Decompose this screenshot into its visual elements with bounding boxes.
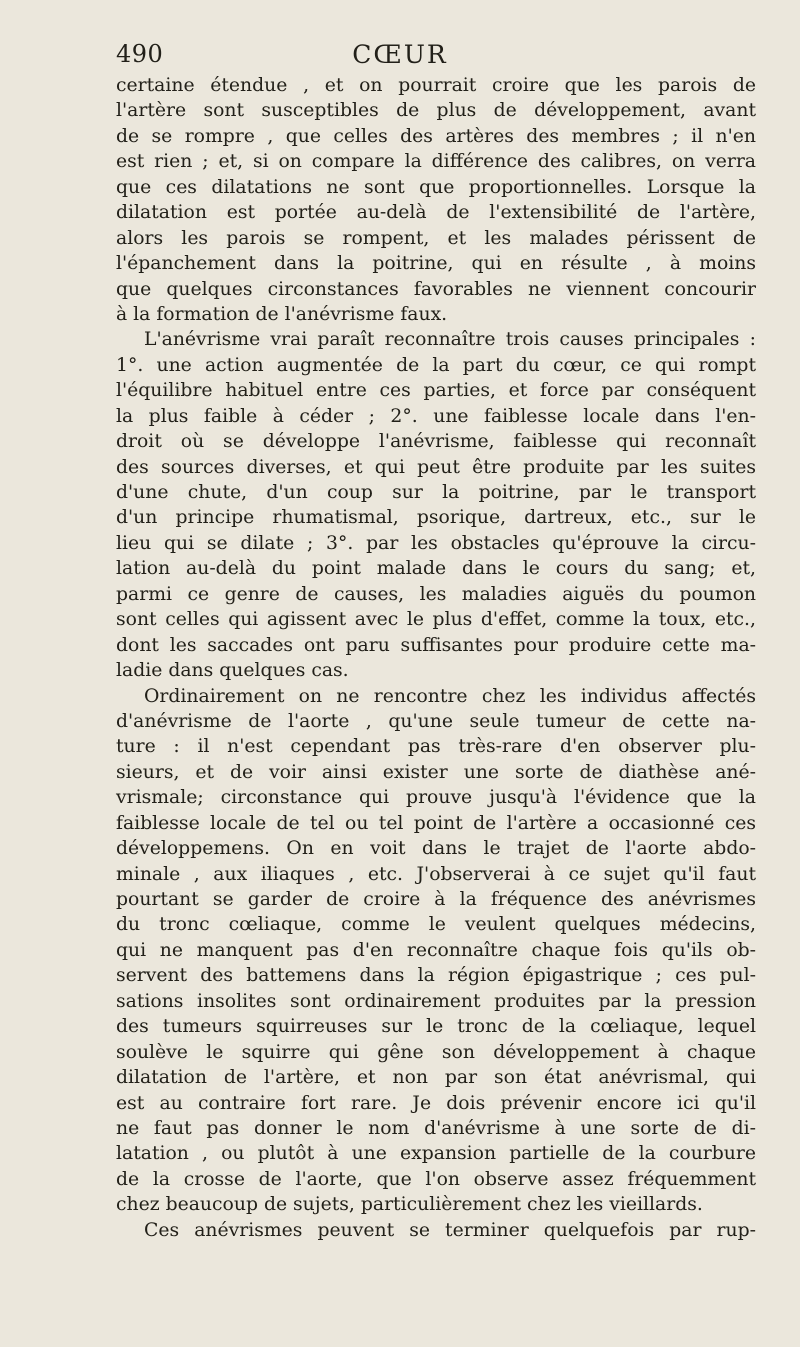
text-line: à la formation de l'anévrisme faux.	[116, 303, 448, 325]
text-line: pourtant se garder de croire à la fréquence des anévrismes	[116, 889, 756, 910]
text-line: soulève le squirre qui gêne son développement à chaque	[116, 1041, 756, 1063]
text-line: de la crosse de l'aorte, que l'on observe assez fréquemment	[116, 1168, 756, 1190]
text-line: alors les parois se rompent, et les malades périssent de	[116, 227, 756, 249]
text-line: est au contraire fort rare. Je dois prévenir encore ici qu'il	[116, 1092, 756, 1114]
text-line: servent des battemens dans la région épigastrique ; ces pul-	[116, 965, 756, 987]
text-line: vrismale; circonstance qui prouve jusqu'à l'évidence que la	[116, 787, 756, 809]
running-title: CŒUR	[352, 40, 448, 69]
text-line: l'artère sont susceptibles de plus de développement, avant	[116, 100, 756, 122]
text-line: L'anévrisme vrai paraît reconnaître trois causes principales :	[144, 329, 756, 351]
text-line: faiblesse locale de tel ou tel point de l'artère a occasionné ces	[116, 812, 756, 834]
text-line: dilatation est portée au-delà de l'extensibilité de l'artère,	[116, 202, 756, 224]
text-line: ne faut pas donner le nom d'anévrisme à une sorte de di-	[116, 1117, 756, 1139]
text-line: Ces anévrismes peuvent se terminer quelquefois par rup-	[144, 1219, 756, 1241]
text-line: ladie dans quelques cas.	[116, 660, 349, 682]
text-line: de se rompre , que celles des artères des membres ; il n'en	[116, 125, 756, 147]
text-line: que ces dilatations ne sont que proportionnelles. Lorsque la	[116, 176, 756, 198]
paragraph-3	[116, 684, 756, 1218]
text-line: minale , aux iliaques , etc. J'observerai à ce sujet qu'il faut	[116, 863, 756, 885]
text-line: 1°. une action augmentée de la part du cœur, ce qui rompt	[116, 354, 756, 376]
text-line: sont celles qui agissent avec le plus d'effet, comme la toux, etc.,	[116, 609, 756, 631]
text-line: certaine étendue , et on pourrait croire que les parois de	[116, 75, 756, 96]
text-line: la plus faible à céder ; 2°. une faiblesse locale dans l'en-	[116, 405, 756, 427]
text-line: sations insolites sont ordinairement produites par la pression	[116, 990, 756, 1012]
text-line: sieurs, et de voir ainsi exister une sorte de diathèse ané-	[116, 761, 756, 783]
page-number: 490	[116, 40, 164, 68]
paragraph-2	[116, 327, 756, 683]
text-line: droit où se développe l'anévrisme, faiblesse qui reconnaît	[116, 431, 756, 453]
text-line: d'une chute, d'un coup sur la poitrine, par le transport	[116, 482, 756, 503]
text-line: d'anévrisme de l'aorte , qu'une seule tumeur de cette na-	[116, 710, 756, 732]
text-line: latation , ou plutôt à une expansion partielle de la courbure	[116, 1143, 756, 1165]
text-line: dilatation de l'artère, et non par son état anévrismal, qui	[116, 1067, 756, 1089]
text-line: que quelques circonstances favorables ne viennent concourir	[116, 278, 756, 300]
paragraph-1	[116, 73, 756, 327]
text-line: d'un principe rhumatismal, psorique, dartreux, etc., sur le	[116, 507, 756, 529]
text-line: ture : il n'est cependant pas très-rare d'en observer plu-	[116, 736, 756, 758]
text-line: parmi ce genre de causes, les maladies aiguës du poumon	[116, 583, 756, 605]
body-text	[116, 73, 756, 1243]
text-line: du tronc cœliaque, comme le veulent quelques médecins,	[116, 914, 756, 936]
text-line: est rien ; et, si on compare la différence des calibres, on verra	[116, 151, 756, 173]
text-line: chez beaucoup de sujets, particulièrement chez les vieillards.	[116, 1194, 703, 1216]
text-line: Ordinairement on ne rencontre chez les individus affectés	[144, 685, 756, 707]
text-line: des sources diverses, et qui peut être produite par les suites	[116, 456, 756, 478]
text-line: dont les saccades ont paru suffisantes pour produire cette ma-	[116, 634, 756, 656]
text-line: lation au-delà du point malade dans le cours du sang; et,	[116, 558, 756, 580]
text-line: des tumeurs squirreuses sur le tronc de la cœliaque, lequel	[116, 1016, 756, 1038]
text-line: l'épanchement dans la poitrine, qui en résulte , à moins	[116, 253, 756, 275]
text-line: développemens. On en voit dans le trajet de l'aorte abdo-	[116, 838, 756, 860]
paragraph-4	[116, 1218, 756, 1243]
text-line: lieu qui se dilate ; 3°. par les obstacles qu'éprouve la circu-	[116, 532, 756, 554]
text-line: l'équilibre habituel entre ces parties, et force par conséquent	[116, 380, 756, 402]
text-line: qui ne manquent pas d'en reconnaître chaque fois qu'ils ob-	[116, 939, 756, 961]
